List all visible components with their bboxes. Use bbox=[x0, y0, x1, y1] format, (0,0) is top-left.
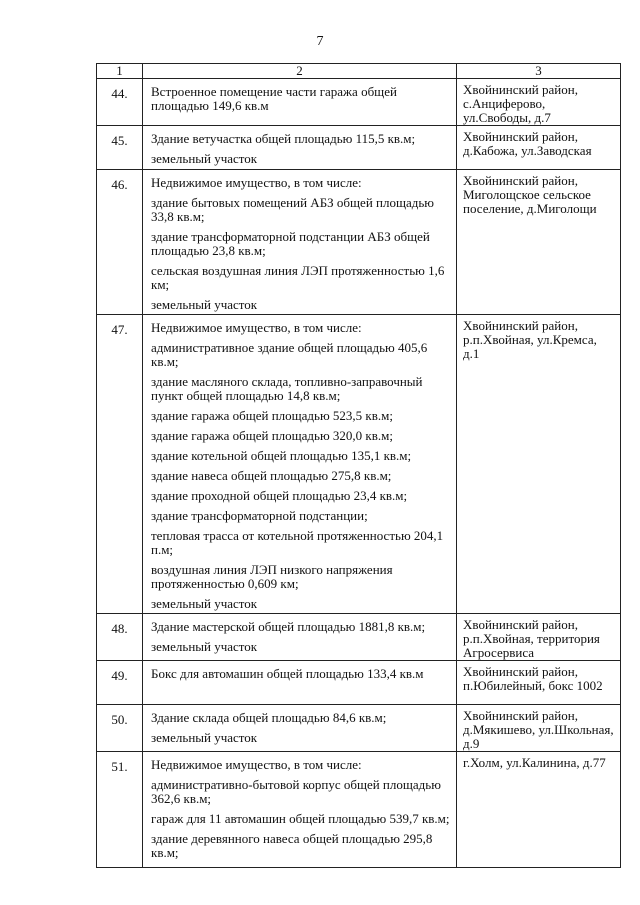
property-item: административно-бытовой корпус общей площадью 362,6 кв.м; bbox=[151, 777, 441, 806]
property-item: административное здание общей площадью 405,6 кв.м; bbox=[151, 340, 428, 369]
property-description bbox=[143, 661, 457, 705]
property-item: Здание склада общей площадью 84,6 кв.м; bbox=[151, 710, 387, 725]
property-item: Недвижимое имущество, в том числе: bbox=[151, 757, 362, 772]
property-item: земельный участок bbox=[151, 297, 258, 312]
table-row bbox=[97, 752, 621, 868]
property-description bbox=[143, 614, 457, 661]
property-address: Хвойнинский район, Миголощское сельское поселение, д.Миголощи bbox=[457, 170, 621, 315]
property-address: Хвойнинский район, р.п.Хвойная, территория Агросервиса bbox=[457, 614, 621, 661]
property-address: Хвойнинский район, р.п.Хвойная, ул.Кремса, д.1 bbox=[457, 315, 621, 614]
row-number: 51. bbox=[97, 752, 143, 868]
table-header-row bbox=[97, 64, 621, 79]
property-item: Здание ветучастка общей площадью 115,5 кв.м; bbox=[151, 131, 416, 146]
property-item: земельный участок bbox=[151, 730, 258, 745]
property-item: сельская воздушная линия ЛЭП протяженностью 1,6 км; bbox=[151, 263, 445, 292]
property-item: здание проходной общей площадью 23,4 кв.м; bbox=[151, 488, 408, 503]
property-address: Хвойнинский район, п.Юбилейный, бокс 1002 bbox=[457, 661, 621, 705]
table-row bbox=[97, 614, 621, 661]
property-address: г.Холм, ул.Калинина, д.77 bbox=[457, 752, 621, 868]
table-row bbox=[97, 705, 621, 752]
property-item: тепловая трасса от котельной протяженностью 204,1 п.м; bbox=[151, 528, 444, 557]
page-number: 7 bbox=[316, 34, 324, 49]
table-row bbox=[97, 315, 621, 614]
property-item: земельный участок bbox=[151, 596, 258, 611]
column-header: 1 bbox=[97, 64, 143, 79]
property-description bbox=[143, 752, 457, 868]
property-item: здание котельной общей площадью 135,1 кв.м; bbox=[151, 448, 412, 463]
property-item: здание бытовых помещений АБЗ общей площадью 33,8 кв.м; bbox=[151, 195, 435, 224]
property-address: Хвойнинский район, д.Мякишево, ул.Школьная, д.9 bbox=[457, 705, 621, 752]
property-item: здание трансформаторной подстанции; bbox=[151, 508, 368, 523]
property-table bbox=[96, 63, 621, 868]
row-number: 47. bbox=[97, 315, 143, 614]
property-address: Хвойнинский район, д.Кабожа, ул.Заводская bbox=[457, 126, 621, 170]
column-header: 3 bbox=[457, 64, 621, 79]
property-item: здание навеса общей площадью 275,8 кв.м; bbox=[151, 468, 392, 483]
property-description bbox=[143, 170, 457, 315]
property-item: Здание мастерской общей площадью 1881,8 кв.м; bbox=[151, 619, 426, 634]
property-item: Бокс для автомашин общей площадью 133,4 кв.м bbox=[151, 666, 424, 681]
property-item: здание деревянного навеса общей площадью 295,8 кв.м; bbox=[151, 831, 433, 860]
property-item: здание трансформаторной подстанции АБЗ общей площадью 23,8 кв.м; bbox=[151, 229, 430, 258]
property-item: земельный участок bbox=[151, 151, 258, 166]
table-row bbox=[97, 170, 621, 315]
table-row bbox=[97, 126, 621, 170]
property-description bbox=[143, 126, 457, 170]
property-description bbox=[143, 79, 457, 126]
property-item: земельный участок bbox=[151, 639, 258, 654]
property-item: воздушная линия ЛЭП низкого напряжения протяженностью 0,609 км; bbox=[151, 562, 393, 591]
property-description bbox=[143, 705, 457, 752]
property-item: Недвижимое имущество, в том числе: bbox=[151, 320, 362, 335]
property-item: Встроенное помещение части гаража общей площадью 149,6 кв.м bbox=[151, 84, 397, 113]
property-item: здание масляного склада, топливно-заправочный пункт общей площадью 14,8 кв.м; bbox=[151, 374, 423, 403]
row-number: 44. bbox=[97, 79, 143, 126]
row-number: 46. bbox=[97, 170, 143, 315]
row-number: 48. bbox=[97, 614, 143, 661]
property-item: здание гаража общей площадью 320,0 кв.м; bbox=[151, 428, 393, 443]
row-number: 50. bbox=[97, 705, 143, 752]
property-address: Хвойнинский район, с.Анциферово, ул.Свободы, д.7 bbox=[457, 79, 621, 126]
row-number: 45. bbox=[97, 126, 143, 170]
property-item: гараж для 11 автомашин общей площадью 539,7 кв.м; bbox=[151, 811, 450, 826]
property-description bbox=[143, 315, 457, 614]
property-item: здание гаража общей площадью 523,5 кв.м; bbox=[151, 408, 393, 423]
table-row bbox=[97, 79, 621, 126]
column-header: 2 bbox=[143, 64, 457, 79]
table-row bbox=[97, 661, 621, 705]
property-item: Недвижимое имущество, в том числе: bbox=[151, 175, 362, 190]
row-number: 49. bbox=[97, 661, 143, 705]
